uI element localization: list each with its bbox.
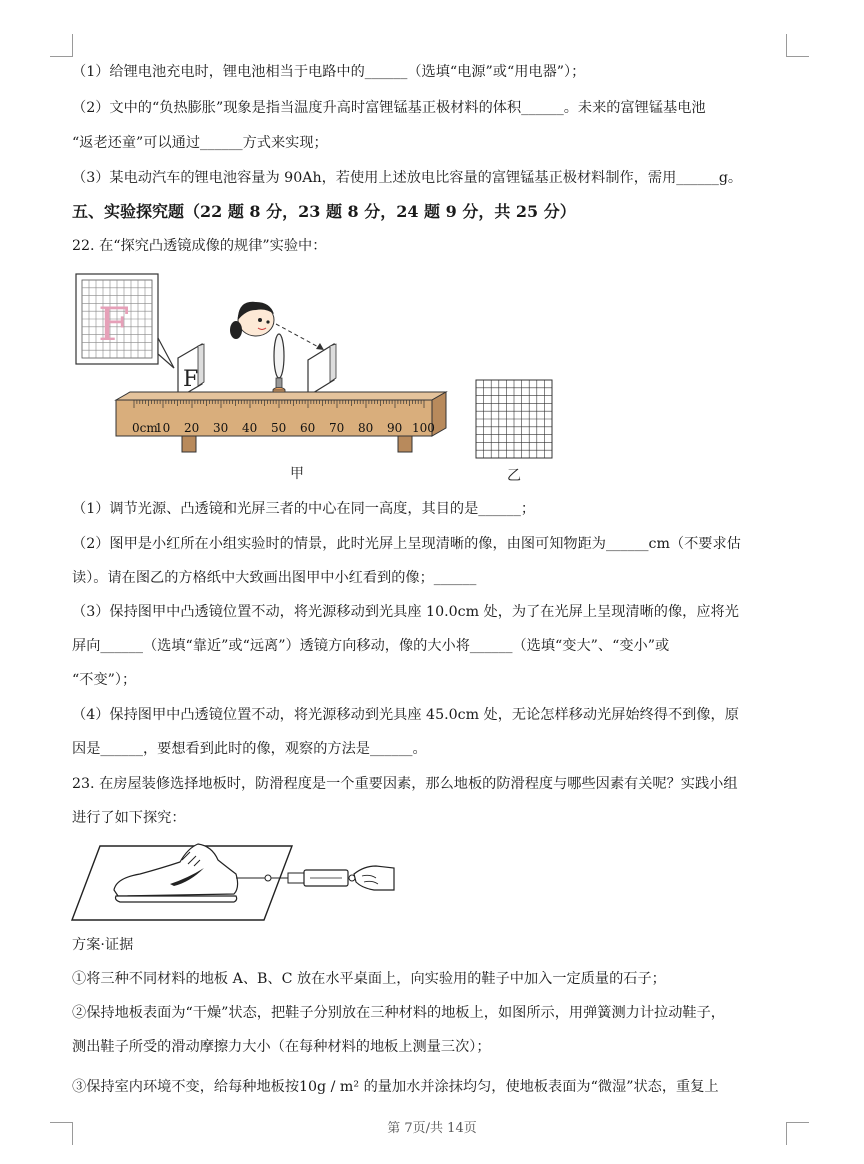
callout-grid-box xyxy=(76,274,174,368)
text-line: ③保持室内环境不变，给每种地板按10g / m² 的量加水并涂抹均匀，使地板表面为“微湿”状态，重复上 xyxy=(72,1079,719,1095)
shoe-friction-figure xyxy=(70,838,400,926)
text-line: “不变”）； xyxy=(72,672,137,688)
text-line: 22. 在“探究凸透镜成像的规律”实验中： xyxy=(72,238,327,254)
ruler-tick-label: 80 xyxy=(358,421,374,435)
convex-lens xyxy=(273,334,285,400)
text-line: “返老还童”可以通过______方式来实现； xyxy=(72,135,328,151)
ruler-tick-label: 30 xyxy=(213,421,229,435)
ruler-tick-label: 0cm xyxy=(132,421,158,435)
caption-yi: 乙 xyxy=(507,468,521,484)
text-line: （1）给锂电池充电时，锂电池相当于电路中的______（选填“电源”或“用电器”）； xyxy=(72,64,586,80)
bench-body xyxy=(116,392,446,452)
text-line: （3）某电动汽车的锂电池容量为 90Ah，若使用上述放电比容量的富锂锰基正极材料制作，需用______g。 xyxy=(72,170,743,186)
text-line: （2）文中的“负热膨胀”现象是指当温度升高时富锂锰基正极材料的体积______。未来的富锂锰基电池 xyxy=(72,100,706,116)
text-line: （3）保持图甲中凸透镜位置不动，将光源移动到光具座 10.0cm 处，为了在光屏上呈现清晰的像，应将光 xyxy=(72,604,739,620)
caption-jia: 甲 xyxy=(290,466,304,482)
text-line: ①将三种不同材料的地板 A、B、C 放在水平桌面上，向实验用的鞋子中加入一定质量的石子； xyxy=(72,971,666,987)
spring-scale xyxy=(288,870,355,886)
ruler-tick-label: 60 xyxy=(300,421,316,435)
text-line: 屏向______（选填“靠近”或“远离”）透镜方向移动，像的大小将______（选填“变大”、“变小”或 xyxy=(72,638,670,654)
text-line: 测出鞋子所受的滑动摩擦力大小（在每种材料的地板上测量三次）； xyxy=(72,1039,491,1055)
text-line: 读）。请在图乙的方格纸中大致画出图甲中小红看到的像；______ xyxy=(72,570,477,586)
grid-paper-yi xyxy=(476,380,552,484)
page-footer: 第 7页/共 14页 xyxy=(387,1121,477,1136)
text-line: （2）图甲是小红所在小组实验时的情景，此时光屏上呈现清晰的像，由图可知物距为______cm（不要求估 xyxy=(72,536,741,552)
observer-girl xyxy=(230,302,274,339)
text-line: （1）调节光源、凸透镜和光屏三者的中心在同一高度，其目的是______； xyxy=(72,501,536,517)
callout-letter: F xyxy=(98,297,130,351)
text-line: 进行了如下探究： xyxy=(72,810,186,826)
optical-bench-figure xyxy=(70,268,570,490)
ruler-tick-label: 20 xyxy=(184,421,200,435)
text-line: 方案·证据 xyxy=(72,937,134,953)
ruler-tick-label: 70 xyxy=(329,421,345,435)
pulling-hand xyxy=(354,866,394,890)
text-line: （4）保持图甲中凸透镜位置不动，将光源移动到光具座 45.0cm 处，无论怎样移动光屏始终得不到像，原 xyxy=(72,707,739,723)
section-heading: 五、实验探究题（22 题 8 分，23 题 8 分，24 题 9 分，共 25 分） xyxy=(72,202,576,221)
ruler-tick-label: 10 xyxy=(155,421,171,435)
text-line: 23. 在房屋装修选择地板时，防滑程度是一个重要因素，那么地板的防滑程度与哪些因素有关呢？实践小组 xyxy=(72,776,738,792)
light-source-letter: F xyxy=(183,367,199,392)
text-line: 因是______，要想看到此时的像，观察的方法是______。 xyxy=(72,741,427,757)
ruler-tick-label: 90 xyxy=(387,421,403,435)
ruler-tick-label: 100 xyxy=(412,421,435,435)
ruler-tick-label: 40 xyxy=(242,421,258,435)
text-line: ②保持地板表面为“干燥”状态，把鞋子分别放在三种材料的地板上，如图所示，用弹簧测力计拉动鞋子， xyxy=(72,1005,725,1021)
corner-mark-top-right xyxy=(786,34,809,57)
corner-mark-top-left xyxy=(50,34,73,57)
ruler-tick-label: 50 xyxy=(271,421,287,435)
